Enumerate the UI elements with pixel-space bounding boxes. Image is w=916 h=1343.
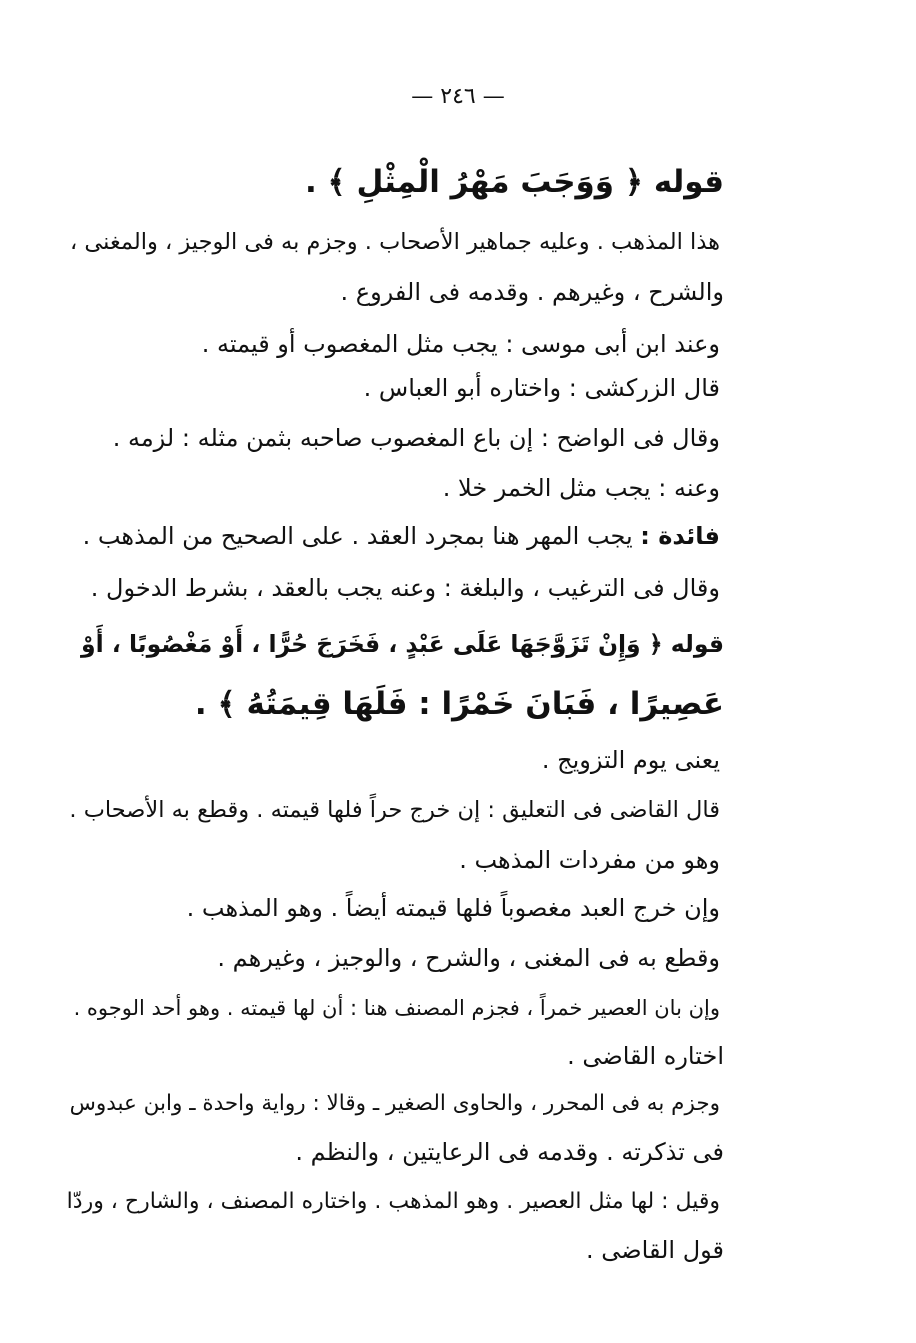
text-line (67, 1182, 720, 1222)
line-text: قوله ﴿ وَوَجَبَ مَهْرُ الْمِثْلِ ﴾ . (304, 164, 724, 200)
note-label: فائدة : (640, 522, 720, 550)
line-text: يعنى يوم التزويج . (541, 746, 720, 774)
verse-heading-line (305, 156, 724, 208)
text-line (69, 790, 720, 830)
line-text: وقيل : لها مثل العصير . وهو المذهب . واختاره المصنف ، والشارح ، وردّا (66, 1189, 720, 1214)
text-line (217, 938, 720, 978)
text-line (70, 1084, 720, 1124)
line-text: قال الزركشى : واختاره أبو العباس . (363, 374, 720, 402)
text-line (74, 988, 720, 1028)
line-text: عَصِيرًا ، فَبَانَ خَمْرًا : فَلَهَا قِيمَتُهُ ﴾ . (194, 686, 724, 722)
line-text: قول القاضى . (585, 1236, 724, 1264)
text-line (542, 740, 720, 780)
verse-heading-line (81, 618, 724, 670)
text-line (567, 1036, 724, 1076)
line-text: وعنه : يجب مثل الخمر خلا . (442, 474, 720, 502)
line-text: وإن بان العصير خمراً ، فجزم المصنف هنا : أن لها قيمته . وهو أحد الوجوه . (73, 996, 720, 1020)
line-text: فى تذكرته . وقدمه فى الرعايتين ، والنظم . (295, 1138, 724, 1166)
line-text: وجزم به فى المحرر ، والحاوى الصغير ـ وقالا : رواية واحدة ـ وابن عبدوس (69, 1091, 720, 1116)
line-text: وهو من مفردات المذهب . (459, 846, 720, 874)
line-text: وقطع به فى المغنى ، والشرح ، والوجيز ، وغيرهم . (217, 944, 720, 972)
text-line (443, 468, 720, 508)
line-text: قوله ﴿ وَإِنْ تَزَوَّجَهَا عَلَى عَبْدٍ ، فَخَرَجَ حُرًّا ، أَوْ مَغْصُوبًا ، أَوْ (81, 630, 724, 658)
text-line (70, 222, 720, 262)
line-text: هذا المذهب . وعليه جماهير الأصحاب . وجزم به فى الوجيز ، والمغنى ، (70, 229, 720, 255)
text-line (459, 840, 720, 880)
line-text: وعند ابن أبى موسى : يجب مثل المغصوب أو قيمته . (201, 330, 720, 358)
line-text: وإن خرج العبد مغصوباً فلها قيمته أيضاً . وهو المذهب . (186, 894, 720, 922)
text-line (364, 368, 720, 408)
line-text: اختاره القاضى . (567, 1042, 724, 1070)
line-text: والشرح ، وغيرهم . وقدمه فى الفروع . (340, 278, 724, 306)
text-line (83, 516, 720, 556)
text-line (202, 324, 720, 364)
line-text: وقال فى الواضح : إن باع المغصوب صاحبه بثمن مثله : لزمه . (112, 424, 720, 452)
text-line (340, 272, 724, 312)
text-line (187, 888, 720, 928)
text-line (295, 1132, 724, 1172)
verse-heading-line (195, 678, 724, 730)
line-text: يجب المهر هنا بمجرد العقد . على الصحيح من المذهب . (82, 522, 641, 550)
text-line (91, 568, 720, 608)
text-line (586, 1230, 724, 1270)
text-line (113, 418, 720, 458)
line-text: قال القاضى فى التعليق : إن خرج حراً فلها قيمته . وقطع به الأصحاب . (69, 797, 720, 823)
line-text: وقال فى الترغيب ، والبلغة : وعنه يجب بالعقد ، بشرط الدخول . (90, 574, 720, 602)
page-number: — ٢٤٦ — (411, 84, 505, 109)
